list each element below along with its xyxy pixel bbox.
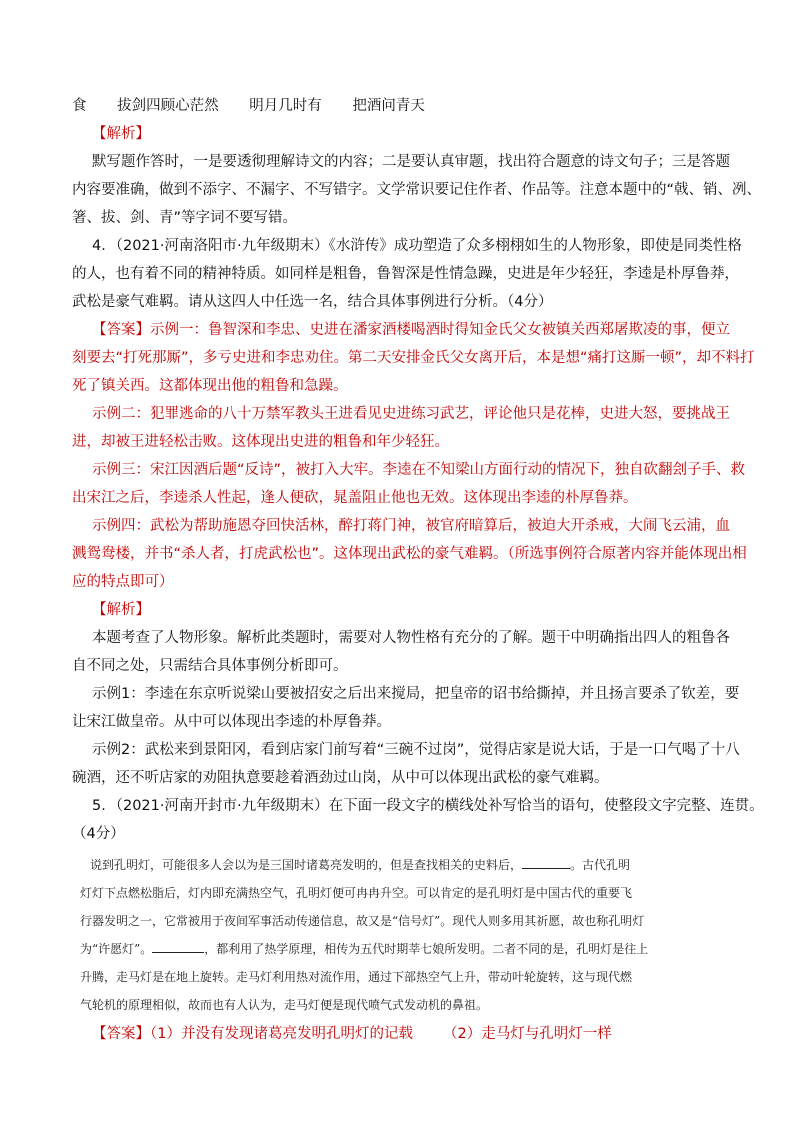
answer-text: 溅鸳鸯楼，并书“杀人者，打虎武松也”。这体现出武松的豪气难羁。（所选事例符合原著内容并能体现出相 [72,546,747,562]
passage-line: 行器发明之一，它常被用于夜间军事活动传递信息，故又是“信号灯”。现代人则多用其祈愿，故也称孔明灯 [80,914,645,928]
analysis-text: 本题考查了人物形象。解析此类题时，需要对人物性格有充分的了解。题干中明确指出四人的粗鲁各 [92,630,730,646]
answer-item: 食 [72,98,87,114]
analysis-text: 让宋江做皇帝。从中可以体现出李逵的朴厚鲁莽。 [72,714,391,730]
passage-line [90,856,730,874]
answer-text: 进，却被王进轻松击败。这体现出史进的粗鲁和年少轻狂。 [72,434,449,450]
analysis-text: 箸、拔、剑、青”等字词不要写错。 [72,210,298,226]
answer-1: （1）并没有发现诸葛亮发明孔明灯的记载 [150,1026,413,1042]
answer-item: 拔剑四顾心茫然 [117,98,219,114]
analysis-text: 碗酒，还不听店家的劝阻执意要趁着酒劲过山岗，从中可以体现出武松的豪气难羁。 [72,770,609,786]
prev-answer-line [72,96,732,116]
answer-text: 示例一：鲁智深和李忠、史进在潘家酒楼喝酒时得知金氏父女被镇关西郑屠欺凌的事，便立 [150,322,730,338]
answer-label: 【答案】 [92,1026,150,1042]
answer-text: 死了镇关西。这都体现出他的粗鲁和急躁。 [72,378,348,394]
question-5-text: （4分） [72,826,125,842]
passage-line [80,940,720,958]
question-5-text: 5．（2021·河南开封市·九年级期末）在下面一段文字的横线处补写恰当的语句，使整段文字完整、连贯。 [92,798,764,814]
analysis-label: 【解析】 [92,126,150,142]
question-4-text: 武松是豪气难羁。请从这四人中任选一名，结合具体事例进行分析。（4分） [72,294,553,310]
answer-text: 出宋江之后，李逵杀人性起，逢人便砍，晁盖阻止他也无效。这体现出李逵的朴厚鲁莽。 [72,490,638,506]
answer-item: 明月几时有 [249,98,322,114]
answer-2: （2）走马灯与孔明灯一样 [442,1026,612,1042]
passage-line: 升腾，走马灯是在地上旋转。走马灯利用热对流作用，通过下部热空气上升，带动叶轮旋转，这与现代燃 [80,970,633,984]
answer-text: 应的特点即可） [72,574,174,590]
analysis-text: 默写题作答时，一是要透彻理解诗文的内容；二是要认真审题，找出符合题意的诗文句子；三是答题 [92,154,730,170]
passage-text: 为“许愿灯”。 [80,942,153,956]
answer-text: 刻要去“打死那厮”，多亏史进和李忠劝住。第二天安排金氏父女离开后，本是想“痛打这厮一顿”，却不料打 [72,350,755,366]
answer-line [92,320,752,340]
fill-blank-2[interactable] [152,940,204,953]
analysis-text: 内容要准确，做到不添字、不漏字、不写错字。文学常识要记住作者、作品等。注意本题中的“戟、销、冽、 [72,182,762,198]
passage-text: 。古代孔明 [570,858,631,872]
passage-text: 说到孔明灯，可能很多人会以为是三国时诸葛亮发明的，但是查找相关的史料后， [90,858,523,872]
answer-text: 示例三：宋江因酒后题“反诗”，被打入大牢。李逵在不知梁山方面行动的情况下，独自砍翻刽子手、救 [92,462,746,478]
answer-item: 把酒问青天 [352,98,425,114]
analysis-text: 示例2：武松来到景阳冈，看到店家门前写着“三碗不过岗”，觉得店家是说大话，于是一口气喝了十八 [92,742,740,758]
analysis-label: 【解析】 [92,602,150,618]
answer-text: 示例二：犯罪逃命的八十万禁军教头王进看见史进练习武艺，评论他只是花棒，史进大怒，要挑战王 [92,406,730,422]
answer-label: 【答案】 [92,322,150,338]
passage-text: ，都利用了热学原理，相传为五代时期莘七娘所发明。二者不同的是，孔明灯是往上 [204,942,649,956]
analysis-text: 示例1：李逵在东京听说梁山要被招安之后出来搅局，把皇帝的诏书给撕掉，并且扬言要杀了钦差，要 [92,686,740,702]
answer-text: 示例四：武松为帮助施恩夺回快活林，醉打蒋门神，被官府暗算后，被迫大开杀戒，大闹飞云浦，血 [92,518,730,534]
passage-line: 气轮机的原理相似，故而也有人认为，走马灯便是现代喷气式发动机的鼻祖。 [80,998,489,1012]
question-4-text: 的人，也有着不同的精神特质。如同样是粗鲁，鲁智深是性情急躁，史进是年少轻狂，李逵是朴厚鲁莽， [72,266,739,282]
question-4-text: 4．（2021·河南洛阳市·九年级期末）《水浒传》成功塑造了众多栩栩如生的人物形象，即使是同类性格 [92,238,742,254]
answer-line [92,1024,752,1044]
fill-blank-1[interactable] [522,856,570,869]
passage-line: 灯灯下点燃松脂后，灯内即充满热空气，孔明灯便可冉冉升空。可以肯定的是孔明灯是中国古代的重要飞 [80,886,633,900]
analysis-text: 自不同之处，只需结合具体事例分析即可。 [72,658,348,674]
